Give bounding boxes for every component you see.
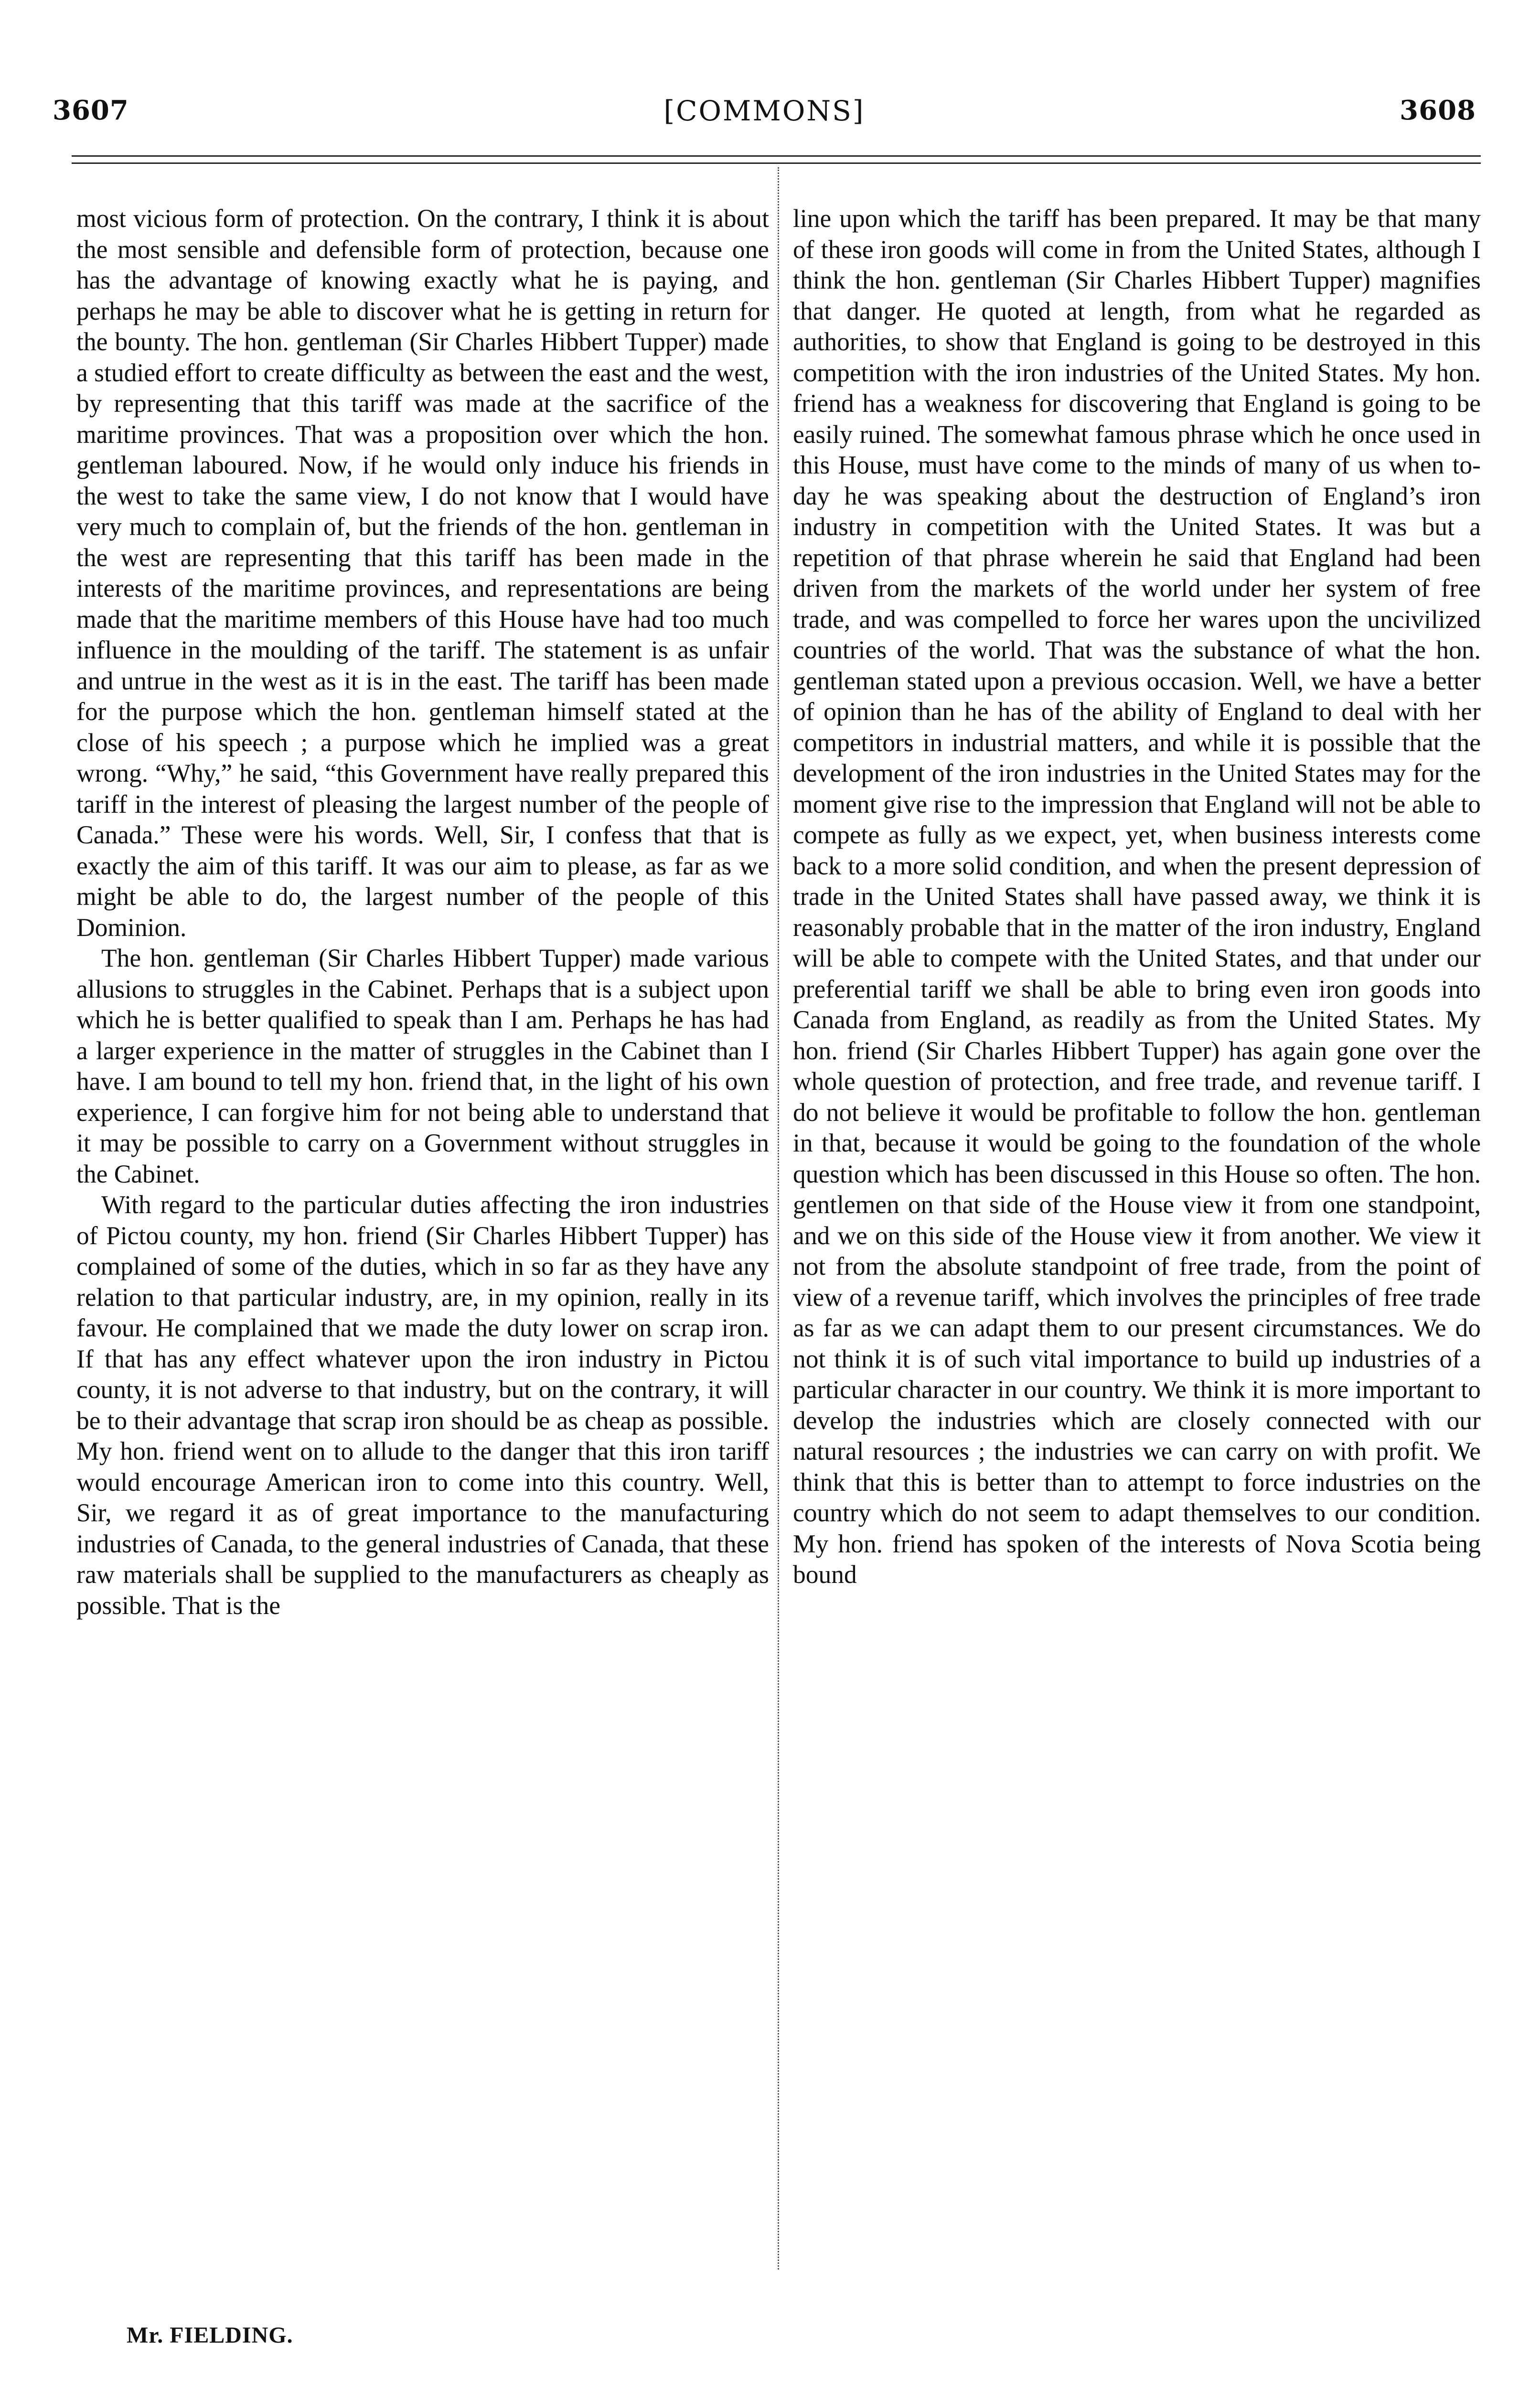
speaker-footer: Mr. FIELDING.	[127, 2323, 293, 2348]
paragraph: With regard to the particular duties affecting the iron industries of Pictou county, my hon. friend (Sir Charles Hibbert Tupper) has complained of some of the duties, which in so far as they have any relation to that particular industry, are, in my opinion, really in its favour. He complained that we made the duty lower on scrap iron. If that has any effect whatever upon the iron industry in Pictou county, it is not adverse to that industry, but on the contrary, it will be to their advantage that scrap iron should be as cheap as possible. My hon. friend went on to allude to the danger that this iron tariff would encourage American iron to come into this country. Well, Sir, we regard it as of great importance to the manufacturing industries of Canada, to the general industries of Canada, that these raw materials shall be supplied to the manufacturers as cheaply as possible. That is the	[76, 1190, 769, 1620]
page-number-right: 3608	[1400, 95, 1476, 126]
page-number-left: 3607	[53, 95, 129, 126]
page-title: [COMMONS]	[663, 95, 865, 127]
left-column	[76, 203, 769, 2253]
page-header	[53, 95, 1476, 138]
paragraph: most vicious form of protection. On the contrary, I think it is about the most sensible and defensible form of protection, because one has the advantage of knowing exactly what he is paying, and perhaps he may be able to discover what he is getting in return for the bounty. The hon. gentleman (Sir Charles Hibbert Tupper) made a studied effort to create difficulty as between the east and the west, by representing that this tariff was made at the sacrifice of the maritime provinces. That was a proposition over which the hon. gentleman laboured. Now, if he would only induce his friends in the west to take the same view, I do not know that I would have very much to complain of, but the friends of the hon. gentleman in the west are representing that this tariff has been made in the interests of the maritime provinces, and representations are being made that the maritime members of this House have had too much influence in the moulding of the tariff. The statement is as unfair and untrue in the west as it is in the east. The tariff has been made for the purpose which the hon. gentleman himself stated at the close of his speech ; a purpose which he implied was a great wrong. “Why,” he said, “this Government have really prepared this tariff in the interest of pleasing the largest number of the people of Canada.” These were his words. Well, Sir, I confess that that is exactly the aim of this tariff. It was our aim to please, as far as we might be able to do, the largest number of the people of this Dominion.	[76, 204, 769, 942]
header-rule-bottom	[72, 162, 1481, 164]
paragraph: line upon which the tariff has been prepared. It may be that many of these iron goods will come in from the United States, although I think the hon. gentleman (Sir Charles Hibbert Tupper) magnifies that danger. He quoted at length, from what he regarded as authorities, to show that England is going to be destroyed in this competition with the iron industries of the United States. My hon. friend has a weakness for discovering that England is going to be easily ruined. The somewhat famous phrase which he once used in this House, must have come to the minds of many of us when to-day he was speaking about the destruction of England’s iron industry in competition with the United States. It was but a repetition of that phrase wherein he said that England had been driven from the markets of the world under her system of free trade, and was compelled to force her wares upon the uncivilized countries of the world. That was the substance of what the hon. gentleman stated upon a previous occasion. Well, we have a better of opinion than he has of the ability of England to deal with her competitors in industrial matters, and while it is possible that the development of the iron industries in the United States may for the moment give rise to the impression that England will not be able to compete as fully as we expect, yet, when business interests come back to a more solid condition, and when the present depression of trade in the United States shall have passed away, we think it is reasonably probable that in the matter of the iron industry, England will be able to compete with the United States, and that under our preferential tariff we shall be able to bring even iron goods into Canada from England, as readily as from the United States. My hon. friend (Sir Charles Hibbert Tupper) has again gone over the whole question of protection, and free trade, and revenue tariff. I do not believe it would be profitable to follow the hon. gentleman in that, because it would be going to the foundation of the whole question which has been discussed in this House so often. The hon. gentlemen on that side of the House view it from one standpoint, and we on this side of the House view it from another. We view it not from the absolute standpoint of free trade, from the point of view of a revenue tariff, which involves the principles of free trade as far as we can adapt them to our present circumstances. We do not think it is of such vital importance to build up industries of a particular character in our country. We think it is more important to develop the industries which are closely connected with our natural resources ; the industries we can carry on with profit. We think that this is better than to attempt to force industries on the country which do not seem to adapt themselves to our condition. My hon. friend has spoken of the interests of Nova Scotia being bound	[793, 204, 1481, 1589]
column-divider	[778, 167, 779, 2270]
right-column	[793, 203, 1481, 2253]
paragraph: The hon. gentleman (Sir Charles Hibbert Tupper) made various allusions to struggles in the Cabinet. Perhaps that is a subject upon which he is better qualified to speak than I am. Perhaps he has had a larger experience in the matter of struggles in the Cabinet than I have. I am bound to tell my hon. friend that, in the light of his own experience, I can forgive him for not being able to understand that it may be possible to carry on a Government without struggles in the Cabinet.	[76, 944, 769, 1188]
header-rule-top	[72, 155, 1481, 157]
